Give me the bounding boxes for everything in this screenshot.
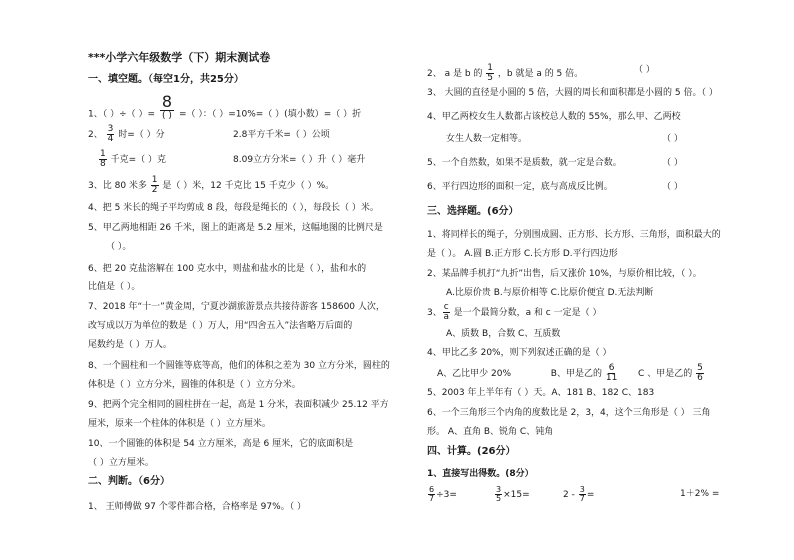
judgement-4-paren: （ ） — [662, 134, 683, 144]
fraction: $\frac{c}{a}$ — [443, 302, 449, 322]
section-judgement: 二、判断。（6分） — [88, 476, 170, 487]
question-6-cont: 比值是（ ）。 — [88, 282, 141, 292]
judgement-2-paren: （ ） — [634, 65, 655, 75]
section-fill-blank: 一、填空题。（每空1分，共25分） — [88, 74, 244, 85]
question-5-cont: （ ）。 — [106, 242, 132, 252]
section-calculation: 四、计算。(26分） — [427, 446, 516, 457]
question-7-cont: 改写成以万为单位的数是（ ）万人，用“四舍五入”法省略万后面的 — [88, 321, 353, 331]
fraction: $\frac{6}{7}$ — [429, 485, 435, 503]
judgement-6-paren: （ ） — [662, 182, 683, 192]
fraction: $\frac{3}{4}$ — [107, 124, 114, 144]
question-2b-right: 8.09立方分米=（ ）升（ ）毫升 — [233, 155, 366, 165]
question-9: 9、把两个完全相同的圆柱拼在一起，高是 1 分米，表面积减少 25.12 平方 — [88, 400, 389, 410]
judgement-4-cont: 女生人数一定相等。 — [446, 134, 528, 144]
calc-3: 2 - $\frac{3}{7}$ = — [563, 485, 595, 503]
fraction: $\frac{1}{8}$ — [100, 149, 106, 169]
judgement-2: 2、 a 是 b 的 $\frac{1}{5}$ ，b 就是 a 的 5 倍。 — [427, 63, 584, 83]
choice-4: 4、甲比乙多 20%，则下列叙述正确的是（ ） — [427, 348, 612, 358]
question-7: 7、2018 年“十一”黄金周，宁夏沙湖旅游景点共接待游客 158600 人次， — [88, 302, 385, 312]
page-title: ***小学六年级数学（下）期末测试卷 — [88, 51, 271, 64]
choice-2-options: A.比原价贵 B.与原价相等 C.比原价便宜 D.无法判断 — [446, 288, 654, 298]
choice-1-options: 是（ ）。 A.圆 B.正方形 C.长方形 D.平行四边形 — [427, 249, 618, 259]
question-5: 5、甲乙两地相距 26 千米，图上的距离是 5.2 厘米，这幅地图的比例尺是 — [88, 223, 383, 233]
choice-3: 3、 $\frac{c}{a}$ 是一个最简分数，a 和 c 一定是（ ） — [427, 302, 602, 322]
fraction: $\frac{5}{6}$ — [697, 363, 703, 383]
calc-1: $\frac{6}{7}$ ÷3= — [429, 485, 457, 503]
fraction: $\frac{6}{11}$ — [605, 363, 618, 383]
judgement-1: 1、 王师傅做 97 个零件都合格，合格率是 97%。（ ） — [88, 502, 306, 512]
question-1: 1、（ ）÷（ ）= 8 ( ) =（ ）：（ ）=10%=（ ）(填小数）=（ ）折 — [88, 92, 362, 121]
choice-2: 2、某品牌手机打“九折”出售，后又涨价 10%，与原价相比较，（ ）。 — [427, 269, 702, 279]
question-8-cont: 体积是（ ）立方分米，圆锥的体积是（ ）立方分米。 — [88, 380, 301, 390]
judgement-4: 4、甲乙两校女生人数都占该校总人数的 55%，那么甲、乙两校 — [427, 112, 681, 122]
question-9-cont: 厘米，原来一个柱体的体积是（ ）立方厘米。 — [88, 419, 271, 429]
judgement-6: 6、平行四边形的面积一定，底与高成反比例。 — [427, 182, 613, 192]
question-2a-right: 2.8平方千米=（ ）公顷 — [233, 130, 330, 140]
choice-5: 5、2003 年上半年有（ ）天。A、181 B、182 C、183 — [427, 388, 655, 398]
choice-3-options: A、质数 B，合数 C、互质数 — [446, 329, 561, 339]
fraction: $\frac{1}{2}$ — [151, 175, 158, 195]
choice-6-options: 形。 A、直角 B、锐角 C、钝角 — [427, 427, 554, 437]
choice-4-options: A、乙比甲少 20% B、甲是乙的 $\frac{6}{11}$ C 、甲是乙的 $\frac{5}{6}$ — [437, 363, 703, 383]
question-2b: $\frac{1}{8}$ 千克=（ ）克 — [100, 149, 167, 169]
fraction-8: 8 ( ) — [161, 92, 173, 121]
judgement-3: 3、 大圆的直径是小圆的 5 倍，大圆的周长和面积都是小圆的 5 倍。（ ） — [427, 88, 718, 98]
fraction: $\frac{1}{5}$ — [487, 63, 494, 83]
question-10: 10、一个圆锥的体积是 54 立方厘米，高是 6 厘米，它的底面积是 — [88, 439, 354, 449]
fraction: $\frac{3}{7}$ — [579, 485, 585, 503]
judgement-5: 5、一个自然数，如果不是质数，就一定是合数。 — [427, 158, 622, 168]
calc-4: 1＋2% = — [680, 489, 720, 499]
choice-1: 1、将同样长的绳子，分别围成圆、正方形、长方形、三角形，面积最大的 — [427, 230, 721, 240]
question-8: 8、一个圆柱和一个圆锥等底等高，他们的体积之差为 30 立方分米，圆柱的 — [88, 361, 390, 371]
choice-6: 6、一个三角形三个内角的度数比是 2，3，4，这个三角形是（ ） 三角 — [427, 408, 711, 418]
question-6: 6、把 20 克盐溶解在 100 克水中，则盐和盐水的比是（ ），盐和水的 — [88, 264, 367, 274]
section-choice: 三、选择题。(6分） — [427, 206, 519, 217]
question-4: 4、把 5 米长的绳子平均剪成 8 段，每段是绳长的（ ），每段长（ ）米。 — [88, 203, 379, 213]
question-7-cont2: 尾数约是（ ）万人。 — [88, 340, 172, 350]
fraction: $\frac{3}{5}$ — [496, 485, 502, 503]
judgement-5-paren: （ ） — [662, 158, 683, 168]
subsection-direct-answers: 1、直接写出得数。(8分） — [427, 469, 534, 479]
question-10-cont: （ ）立方厘米。 — [88, 458, 154, 468]
calc-2: $\frac{3}{5}$ ×15= — [496, 485, 530, 503]
question-2a: 2、 $\frac{3}{4}$ 时=（ ）分 — [88, 124, 165, 144]
question-3: 3、比 80 米多 $\frac{1}{2}$ 是（ ）米，12 千克比 15 千克少（ ）%。 — [88, 175, 335, 195]
